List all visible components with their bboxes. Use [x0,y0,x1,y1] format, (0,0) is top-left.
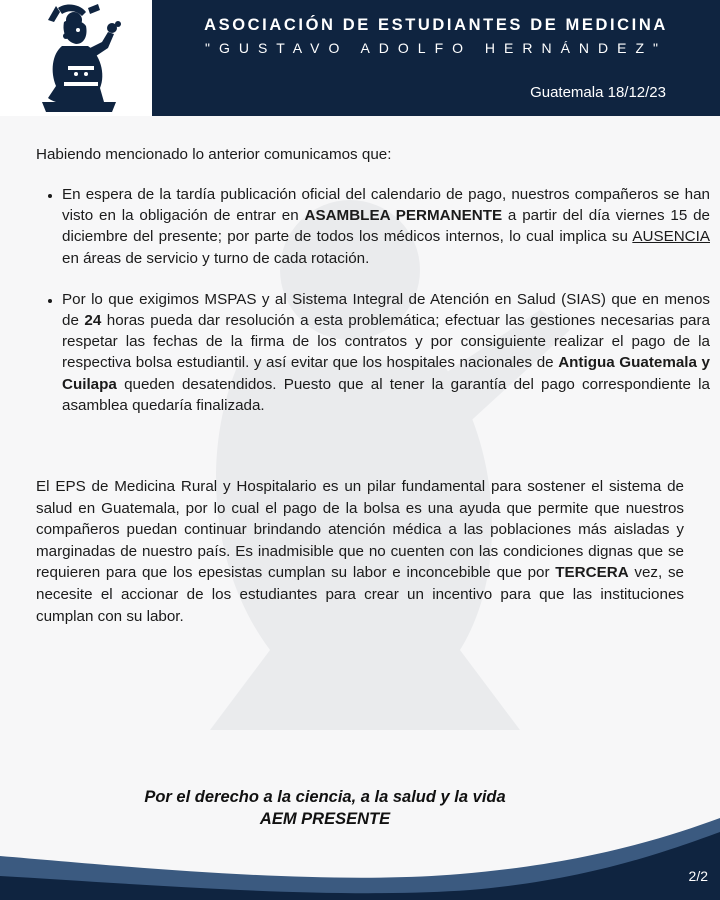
point1-bold-assembly: ASAMBLEA PERMANENTE [304,207,503,225]
slogan-line-2: AEM PRESENTE [259,810,391,828]
header-banner [0,0,720,116]
association-subtitle: "GUSTAVO ADOLFO HERNÁNDEZ" [204,40,667,56]
point2-bold-hours: 24 [84,312,102,330]
mayan-figure-icon [28,2,128,114]
slogan-line-1: Por el derecho a la ciencia, a la salud y la vida [144,788,506,806]
list-item [62,184,710,269]
page-number: 2/2 [688,868,708,884]
point1-text-b: a partir del día viernes 15 de diciembre del presente; por parte de todos los médicos internos, lo cual implica su [62,207,710,246]
association-title: ASOCIACIÓN DE ESTUDIANTES DE MEDICINA [204,16,668,34]
intro-text: Habiendo mencionado lo anterior comunicamos que: [36,146,392,163]
point1-text-a: En espera de la tardía publicación oficial del calendario de pago, nuestros compañeros se han visto en la obligación de entrar en [62,186,710,225]
paragraph-text-a: El EPS de Medicina Rural y Hospitalario es un pilar fundamental para sostener el sistema de salud en Guatemala, por lo cual el pago de la bolsa es una ayuda que permite que nuestros compañeros puedan continuar brindando atención médica a las poblaciones más aisladas y marginadas de nuestro país. Es inadmisible que no cuenten con las condiciones dignas que se requieren para que los epesistas cumplan su labor e inconcebible que por [36,478,684,582]
paragraph-text-b: vez, se necesite el accionar de los estudiantes para crear un incentivo para que las instituciones cumplan con su labor. [36,564,684,625]
point1-text-c: en áreas de servicio y turno de cada rotación. [62,249,370,267]
logo-container [0,0,152,116]
closing-paragraph [36,476,684,627]
point2-bold-hospitals: Antigua Guatemala y Cuilapa [62,354,710,393]
point2-text-c: queden desatendidos. Puesto que al tener la garantía del pago correspondiente la asamblea quedaría finalizada. [62,375,710,414]
point2-text-a: Por lo que exigimos MSPAS y al Sistema Integral de Atención en Salud (SIAS) que en menos de [62,290,710,330]
list-item [62,289,710,416]
paragraph-bold-third: TERCERA [555,564,629,582]
document-date: Guatemala 18/12/23 [530,84,666,101]
point1-underlined-absence: AUSENCIA [632,228,710,246]
footer-wave [0,810,720,900]
demands-list [36,184,710,436]
point2-text-b: horas pueda dar resolución a esta problemática; efectuar las gestiones necesarias para respetar las fechas de la firma de los contratos y por consiguiente realizar el pago de la respectiva bolsa estudiantil. y así evitar que los hospitales nacionales de [62,312,710,372]
